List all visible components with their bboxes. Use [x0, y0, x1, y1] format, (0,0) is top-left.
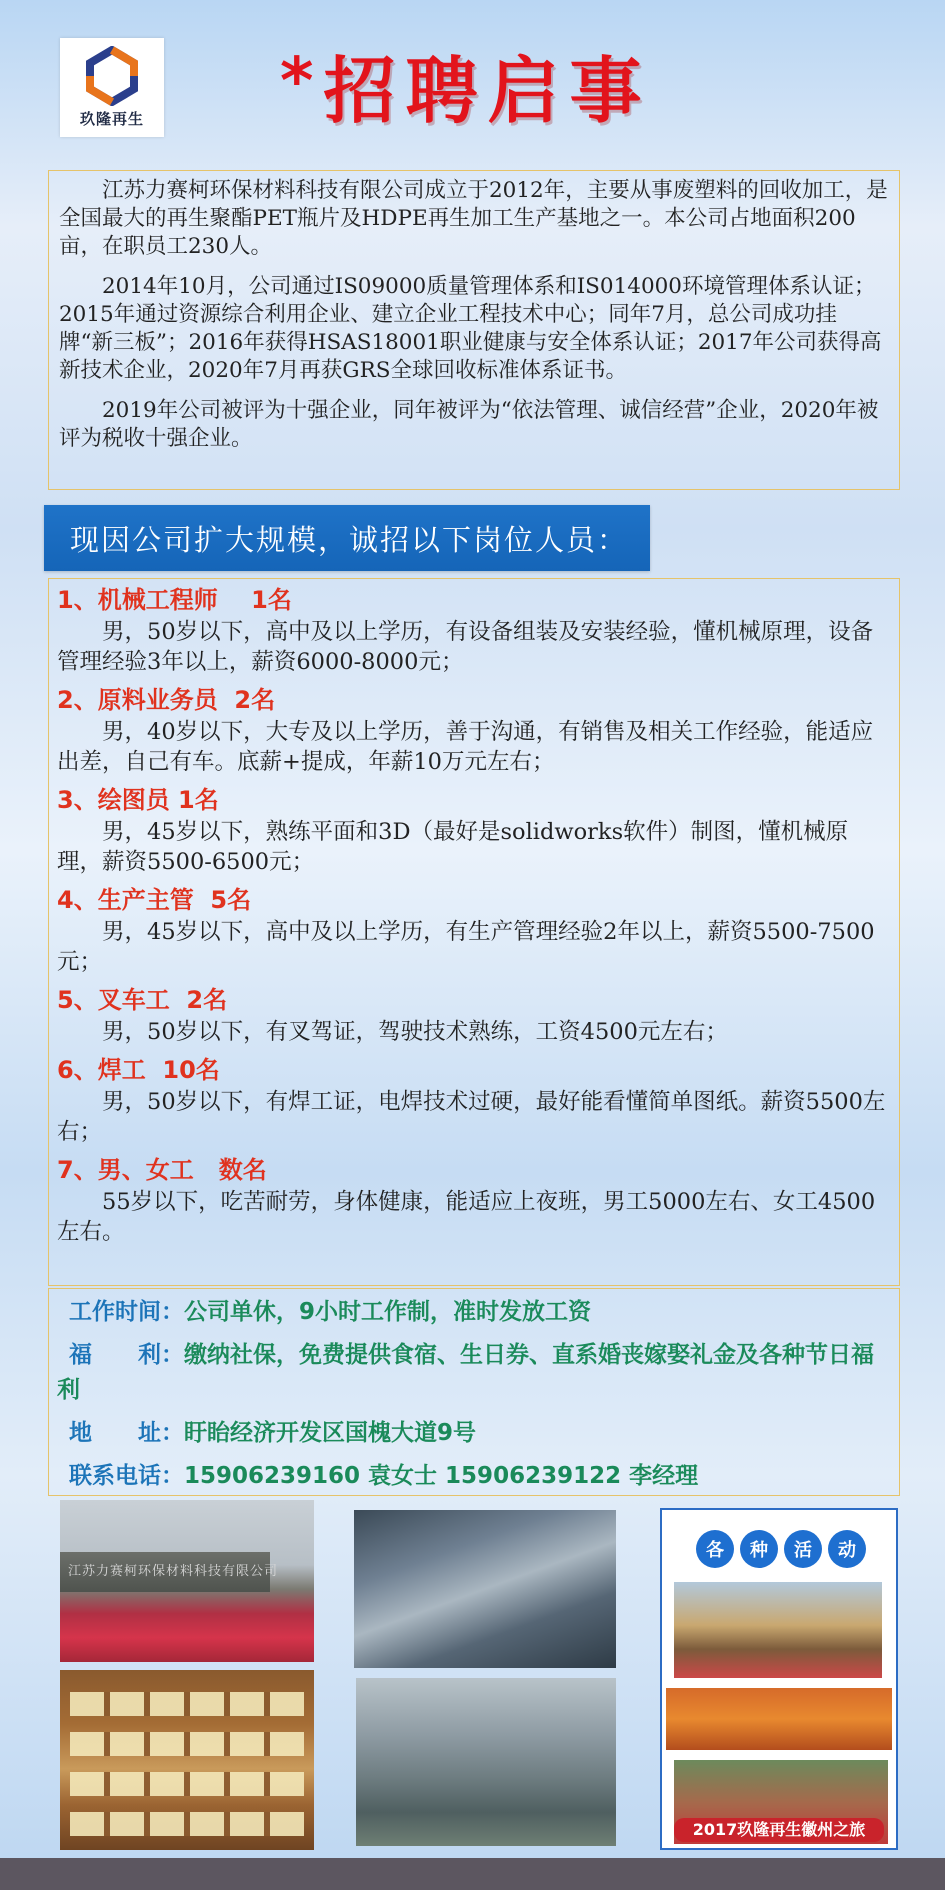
activities-badge: 动: [828, 1530, 866, 1568]
recruitment-banner: [44, 505, 650, 571]
logo-hexagon-icon: [82, 46, 142, 106]
activities-caption: 2017玖隆再生徽州之旅: [674, 1818, 884, 1842]
address-value: 盱眙经济开发区国槐大道9号: [184, 1420, 477, 1446]
banner-text: 现因公司扩大规模，诚招以下岗位人员：: [70, 522, 629, 557]
activities-badge: 种: [740, 1530, 778, 1568]
job-description: 55岁以下，吃苦耐劳，身体健康，能适应上夜班，男工5000左右、女工4500左右。: [57, 1189, 876, 1245]
work-time-value: 公司单休，9小时工作制，准时发放工资: [184, 1299, 592, 1325]
workshop-photo-1: [354, 1510, 616, 1668]
intro-paragraph: 2014年10月，公司通过IS09000质量管理体系和IS014000环境管理体系认证；2015年通过资源综合利用企业、建立企业工程技术中心；同年7月，总公司成功挂牌“新三板”；2016年获得HSAS18001职业健康与安全体系认证；2017年公司获得高新技术企业，2020年7月再获GRS全球回收标准体系证书。: [59, 274, 882, 383]
job-title: 4、生产主管 5名: [57, 886, 252, 914]
activities-header: [696, 1530, 866, 1568]
job-item: [57, 983, 891, 1047]
title-star: *: [280, 45, 314, 119]
job-description: 男，45岁以下，熟练平面和3D（最好是solidworks软件）制图，懂机械原理，薪资5500-6500元；: [57, 819, 849, 875]
job-item: [57, 783, 891, 877]
job-title: 5、叉车工 2名: [57, 986, 228, 1014]
phone-value: 15906239160 袁女士 15906239122 李经理: [184, 1463, 699, 1489]
page-title: [280, 45, 652, 145]
factory-gate-text: 江苏力赛柯环保材料科技有限公司: [68, 1564, 279, 1579]
job-title: 1、机械工程师 1名: [57, 586, 292, 614]
company-logo: [60, 38, 164, 137]
company-intro: [48, 170, 900, 490]
job-item: [57, 683, 891, 777]
job-list: [48, 578, 900, 1286]
job-item: [57, 583, 891, 677]
certificate-shelf: [70, 1812, 304, 1836]
job-item: [57, 1153, 891, 1247]
activities-badge: 活: [784, 1530, 822, 1568]
job-description: 男，50岁以下，高中及以上学历，有设备组装及安装经验，懂机械原理，设备管理经验3年以上，薪资6000-8000元；: [57, 619, 874, 675]
job-item: [57, 883, 891, 977]
job-title: 2、原料业务员 2名: [57, 686, 276, 714]
activities-panel: [660, 1508, 898, 1850]
welfare-value: 缴纳社保，免费提供食宿、生日券、直系婚丧嫁娶礼金及各种节日福利: [57, 1342, 874, 1403]
photo-collage: [0, 1500, 945, 1860]
job-description: 男，50岁以下，有叉驾证，驾驶技术熟练，工资4500元左右；: [102, 1019, 728, 1045]
activity-photo-2: [666, 1688, 892, 1750]
workshop-photo-2: [356, 1678, 616, 1846]
job-item: [57, 1053, 891, 1147]
logo-brand-text: 玖隆再生: [79, 110, 144, 128]
job-description: 男，50岁以下，有焊工证，电焊技术过硬，最好能看懂简单图纸。薪资5500左右；: [57, 1089, 886, 1145]
address-row: [57, 1416, 891, 1451]
welfare-label: 福 利：: [69, 1342, 184, 1368]
welfare-row: [57, 1338, 891, 1408]
address-label: 地 址：: [69, 1420, 184, 1446]
certificate-shelf: [70, 1692, 304, 1716]
intro-paragraph: 2019年公司被评为十强企业，同年被评为“依法管理、诚信经营”企业，2020年被评为税收十强企业。: [59, 398, 879, 451]
certificate-shelf: [70, 1772, 304, 1796]
work-time-row: [57, 1295, 891, 1330]
factory-gate-photo: [60, 1500, 314, 1662]
phone-row: [57, 1459, 891, 1494]
activities-badge: 各: [696, 1530, 734, 1568]
intro-paragraph: 江苏力赛柯环保材料科技有限公司成立于2012年，主要从事废塑料的回收加工，是全国最大的再生聚酯PET瓶片及HDPE再生加工生产基地之一。本公司占地面积200亩，在职员工230人。: [59, 178, 888, 259]
phone-label: 联系电话：: [69, 1463, 184, 1489]
work-time-label: 工作时间：: [69, 1299, 184, 1325]
company-info: [48, 1288, 900, 1496]
job-description: 男，40岁以下，大专及以上学历，善于沟通，有销售及相关工作经验，能适应出差，自己有车。底薪+提成，年薪10万元左右；: [57, 719, 874, 775]
job-title: 7、男、女工 数名: [57, 1156, 267, 1184]
title-text: 招聘启事: [323, 49, 652, 133]
job-title: 6、焊工 10名: [57, 1056, 220, 1084]
activity-photo-1: [674, 1582, 882, 1678]
job-description: 男，45岁以下，高中及以上学历，有生产管理经验2年以上，薪资5500-7500元；: [57, 919, 875, 975]
job-title: 3、绘图员 1名: [57, 786, 219, 814]
certificates-photo: [60, 1670, 314, 1850]
certificate-shelf: [70, 1732, 304, 1756]
bottom-bar: [0, 1858, 945, 1890]
